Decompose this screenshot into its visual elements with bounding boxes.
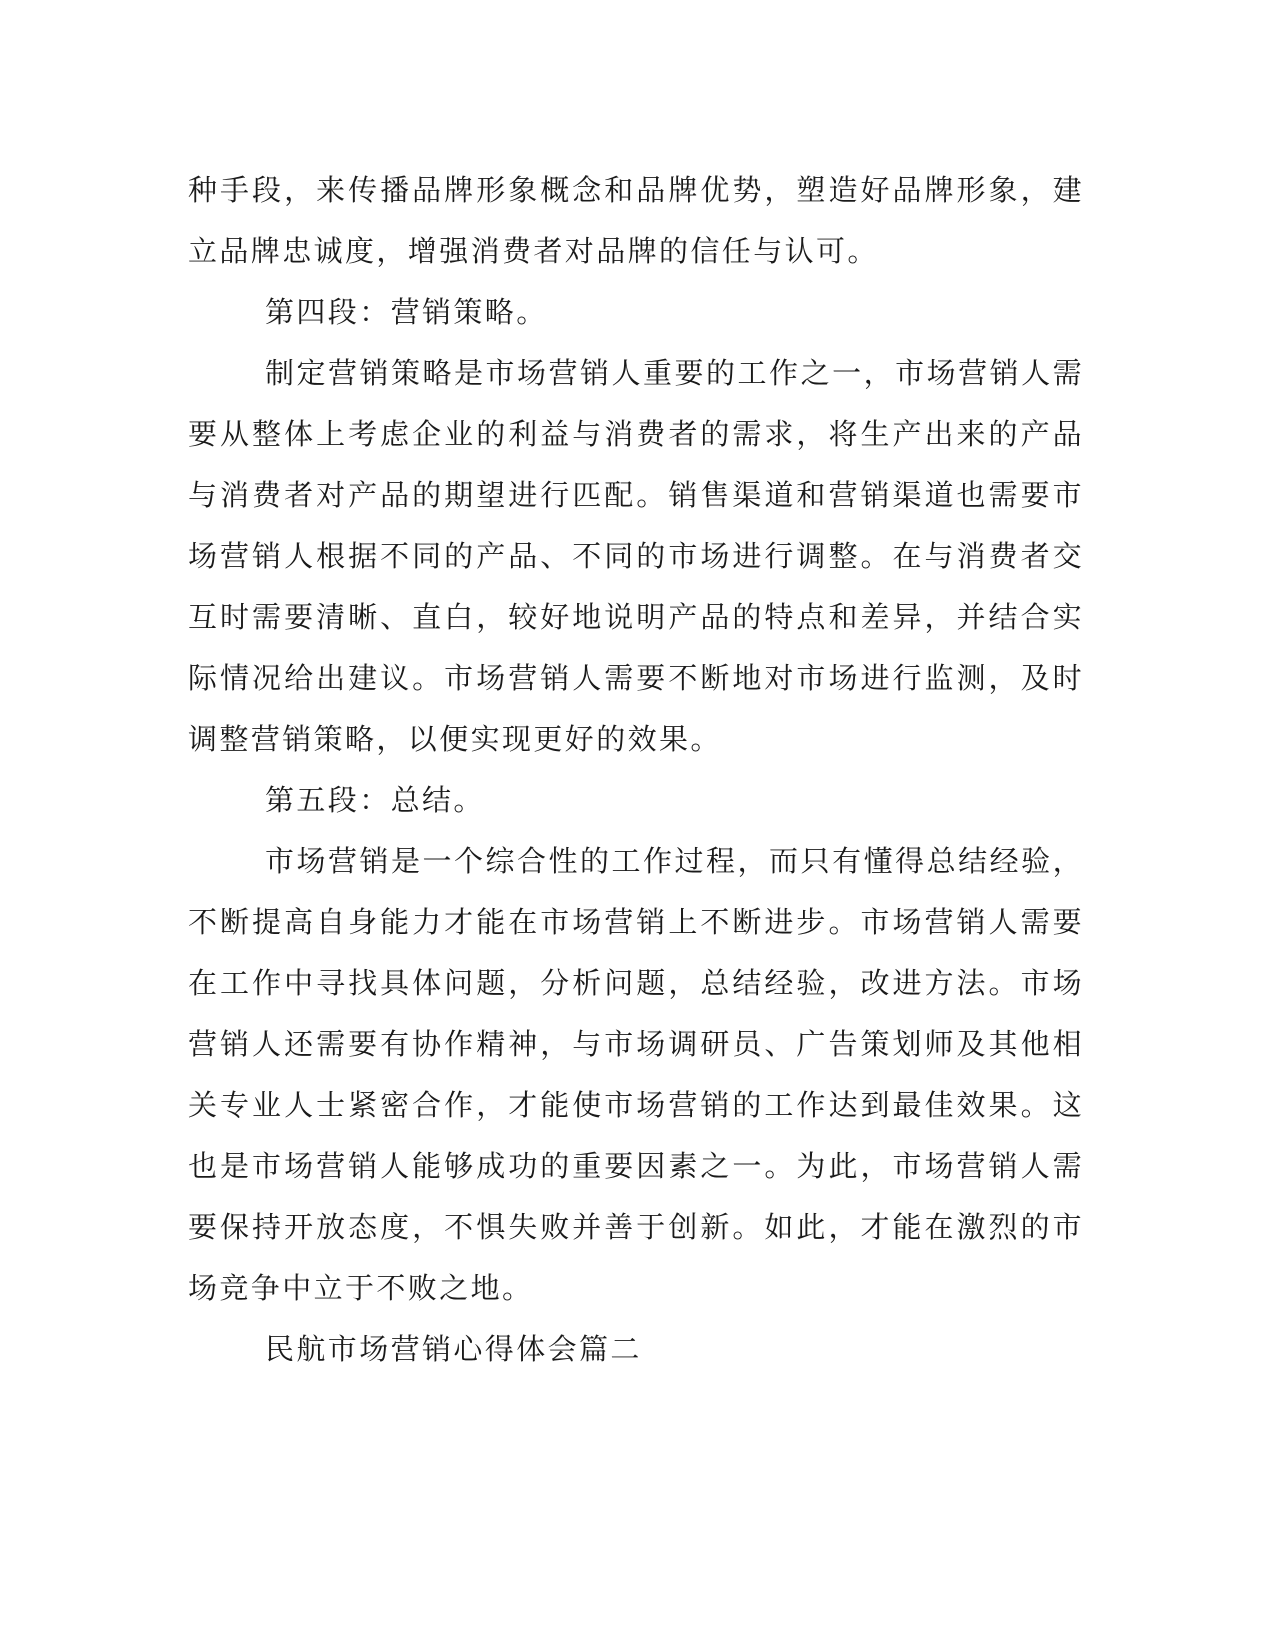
paragraph-continuation: 种手段，来传播品牌形象概念和品牌优势，塑造好品牌形象，建立品牌忠诚度，增强消费者对品牌的信任与认可。 <box>188 173 1084 268</box>
document-body <box>188 160 1084 1380</box>
section-heading-4: 第四段：营销策略。 <box>265 295 548 329</box>
paragraph-summary: 市场营销是一个综合性的工作过程，而只有懂得总结经验，不断提高自身能力才能在市场营销上不断进步。市场营销人需要在工作中寻找具体问题，分析问题，总结经验，改进方法。市场营销人还需要有协作精神，与市场调研员、广告策划师及其他相关专业人士紧密合作，才能使市场营销的工作达到最佳效果。这也是市场营销人能够成功的重要因素之一。为此，市场营销人需要保持开放态度，不惧失败并善于创新。如此，才能在激烈的市场竞争中立于不败之地。 <box>188 844 1084 1305</box>
article-title-part-2: 民航市场营销心得体会篇二 <box>265 1332 642 1366</box>
paragraph-marketing-strategy: 制定营销策略是市场营销人重要的工作之一，市场营销人需要从整体上考虑企业的利益与消费者的需求，将生产出来的产品与消费者对产品的期望进行匹配。销售渠道和营销渠道也需要市场营销人根据不同的产品、不同的市场进行调整。在与消费者交互时需要清晰、直白，较好地说明产品的特点和差异，并结合实际情况给出建议。市场营销人需要不断地对市场进行监测，及时调整营销策略，以便实现更好的效果。 <box>188 356 1084 756</box>
section-heading-5: 第五段：总结。 <box>265 783 485 817</box>
